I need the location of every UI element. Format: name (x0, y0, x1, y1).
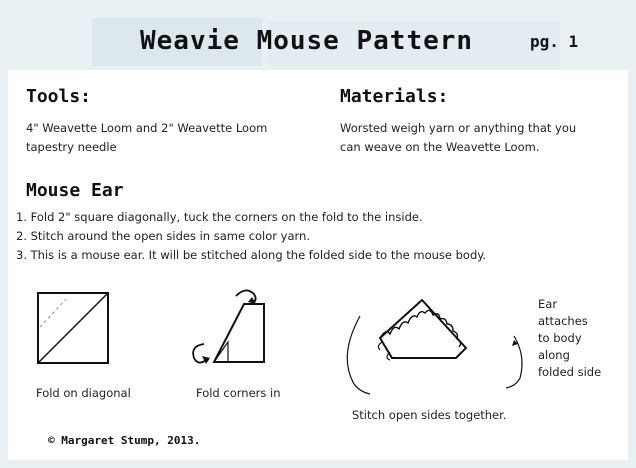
step-1: 1. Fold 2" square diagonally, tuck the corners on the fold to the inside. (16, 210, 423, 224)
materials-line-2: can weave on the Weavette Loom. (340, 140, 540, 154)
page-title: Weavie Mouse Pattern (140, 26, 474, 56)
fold-corners-caption: Fold corners in (196, 386, 281, 400)
ear-note-line-5: folded side (538, 365, 602, 379)
fold-diagonal-diagram (30, 285, 120, 375)
materials-heading: Materials: (340, 86, 449, 107)
copyright-notice: © Margaret Stump, 2013. (48, 434, 201, 447)
fold-diagonal-caption: Fold on diagonal (36, 386, 131, 400)
step-3: 3. This is a mouse ear. It will be stitched along the folded side to the mouse body. (16, 248, 487, 262)
materials-line-1: Worsted weigh yarn or anything that you (340, 121, 577, 135)
stitched-ear-diagram (330, 286, 530, 416)
ear-note-line-2: attaches (538, 314, 588, 328)
fold-corners-diagram (182, 284, 282, 374)
ear-note-line-4: along (538, 348, 570, 362)
mouse-ear-heading: Mouse Ear (26, 180, 124, 201)
ear-note-line-3: to body (538, 331, 582, 345)
stitch-caption: Stitch open sides together. (352, 408, 507, 422)
tools-line-2: tapestry needle (26, 140, 117, 154)
tools-line-1: 4" Weavette Loom and 2" Weavette Loom (26, 121, 268, 135)
page-number: pg. 1 (530, 32, 579, 51)
step-2: 2. Stitch around the open sides in same color yarn. (16, 229, 310, 243)
ear-note (538, 296, 601, 381)
ear-note-line-1: Ear (538, 297, 558, 311)
tools-heading: Tools: (26, 86, 92, 107)
